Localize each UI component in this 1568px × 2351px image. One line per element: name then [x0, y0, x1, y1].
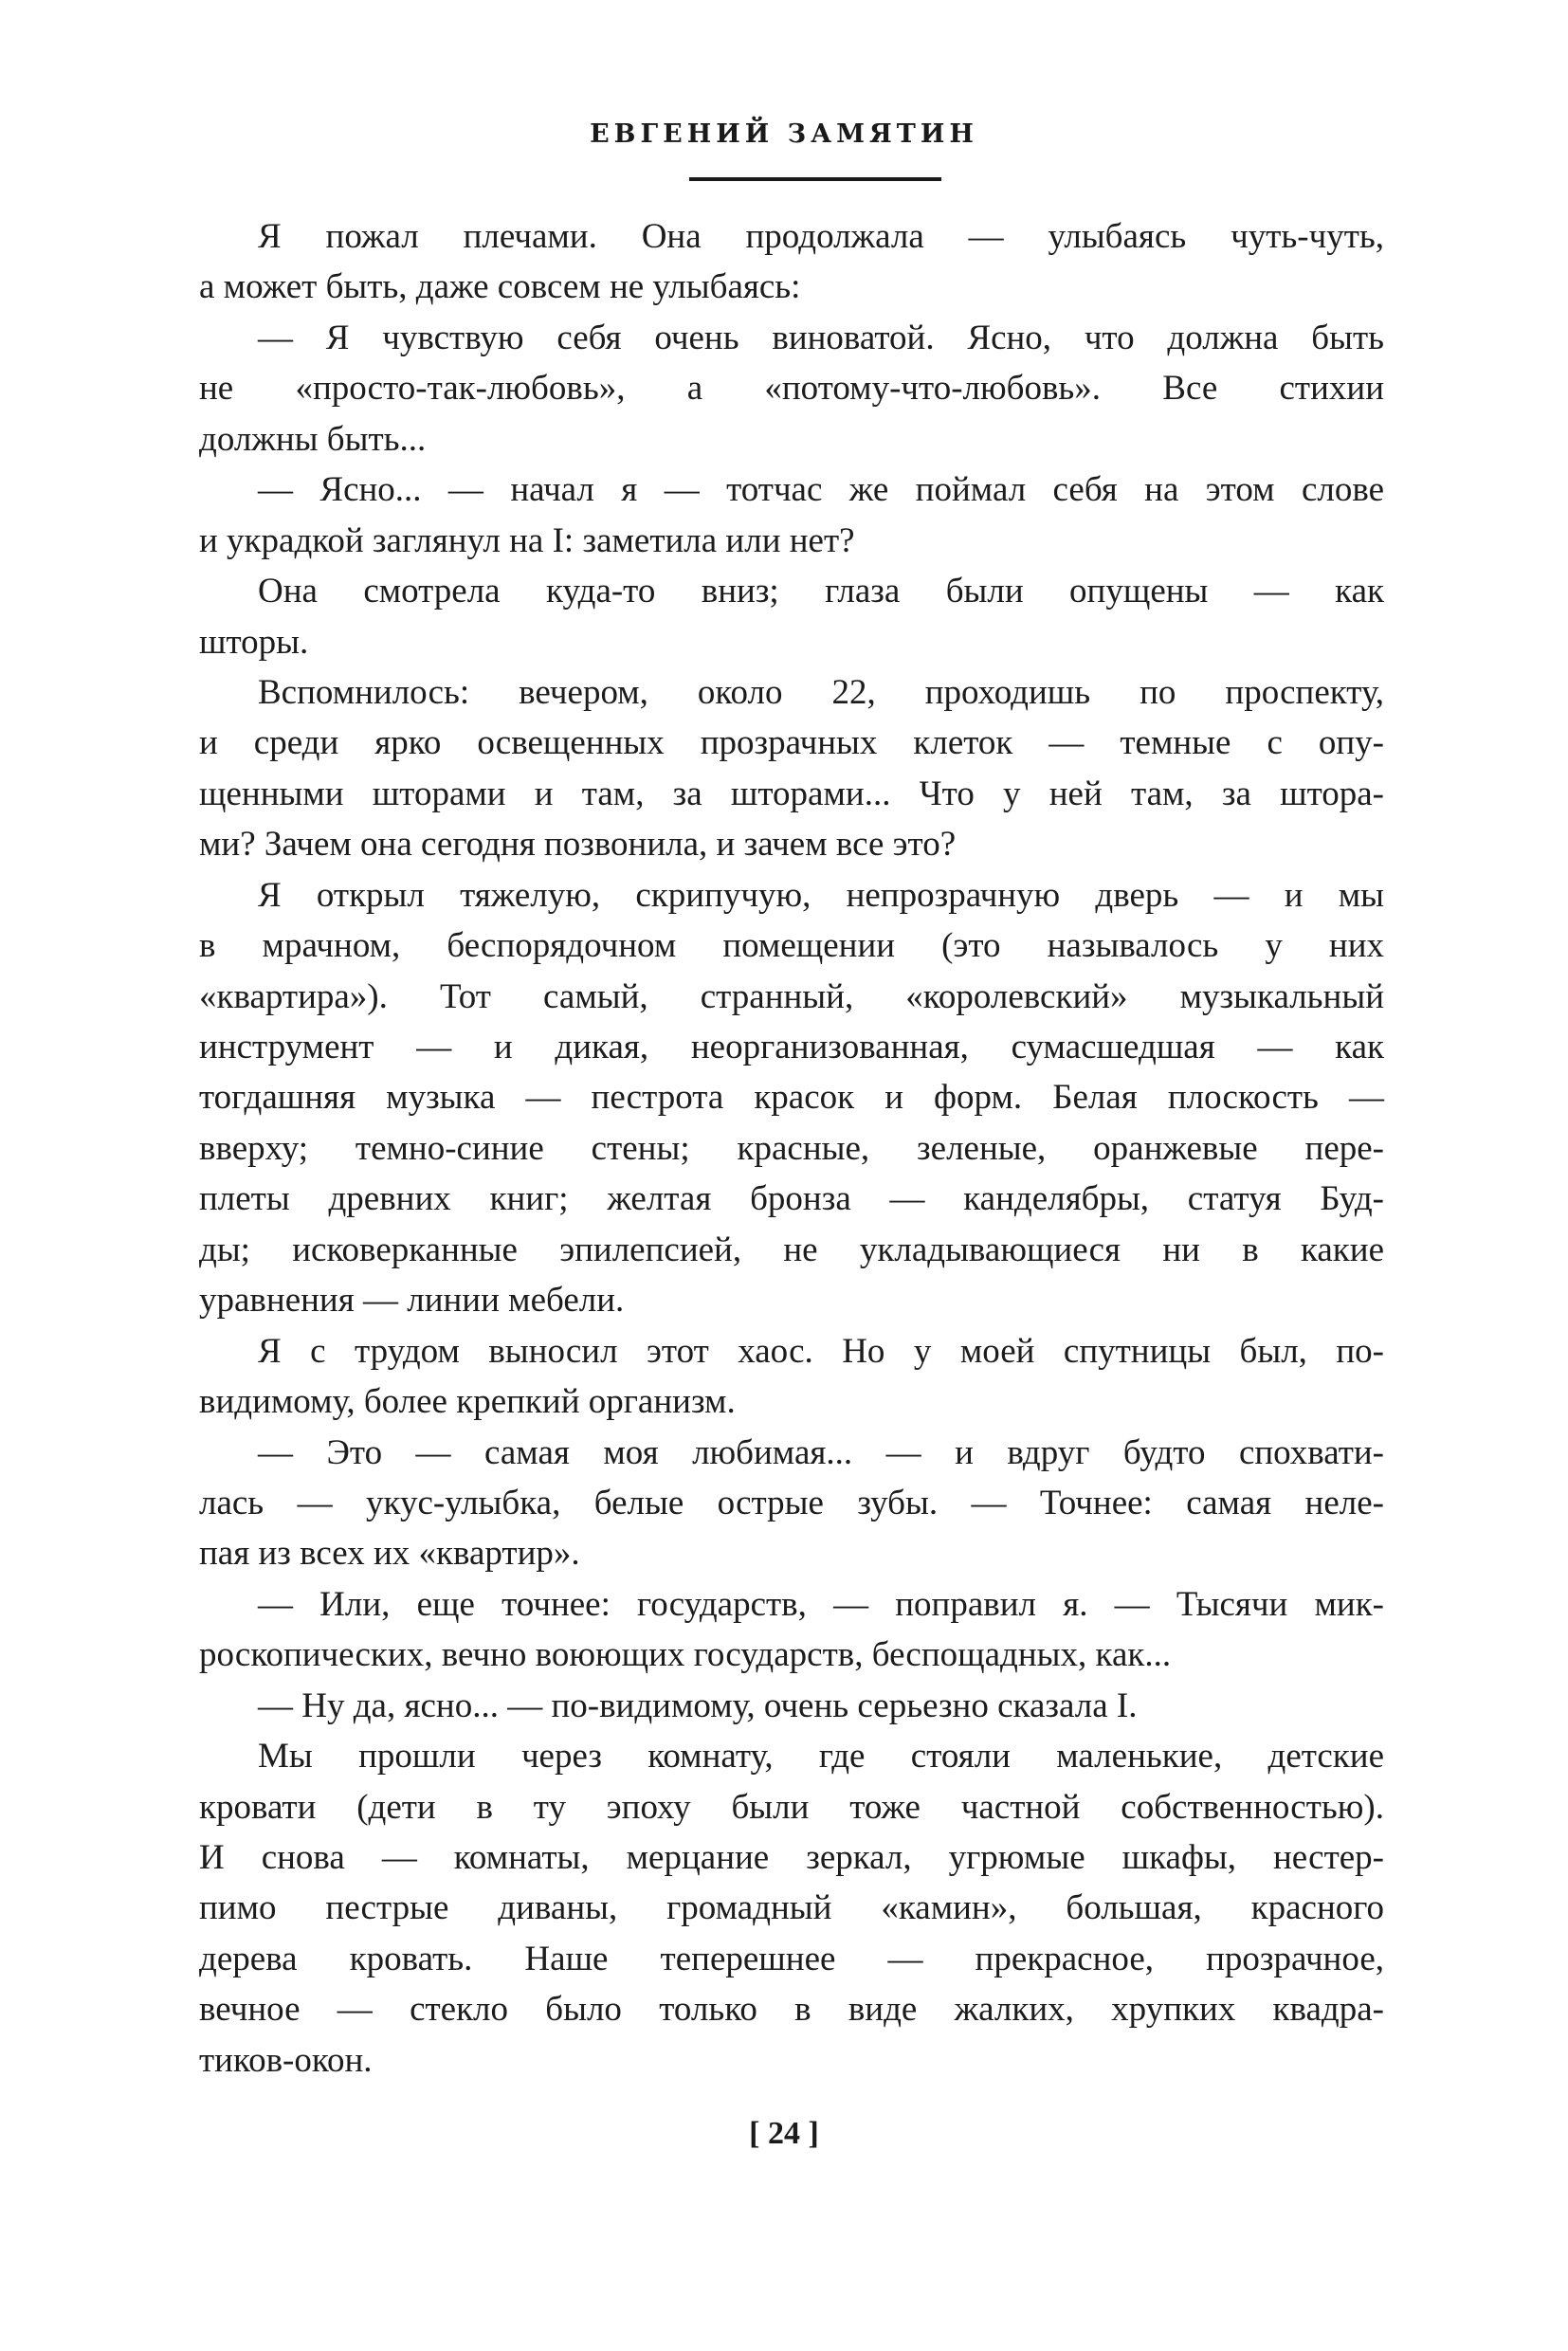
text-line: Я пожал плечами. Она продолжала — улыбаясь чуть-чуть, [258, 217, 1384, 256]
text-line: пимо пестрые диваны, громадный «камин», большая, красного [199, 1888, 1384, 1928]
text-line: уравнения — линии мебели. [199, 1281, 625, 1321]
text-line: должны быть... [199, 419, 427, 459]
text-line: кровати (дети в ту эпоху были тоже частной собственностью). [199, 1787, 1384, 1827]
text-line: — Ну да, ясно... — по-видимому, очень серьезно сказала I. [258, 1686, 1138, 1725]
text-line: инструмент — и дикая, неорганизованная, сумасшедшая — как [199, 1028, 1384, 1066]
text-line: — Или, еще точнее: государств, — поправил я. — Тысячи мик- [258, 1584, 1384, 1624]
text-line: — Я чувствую себя очень виноватой. Ясно, что должна быть [258, 318, 1384, 357]
text-line: и украдкой заглянул на I: заметила или нет? [199, 520, 855, 560]
text-line: И снова — комнаты, мерцание зеркал, угрюмые шкафы, нестер- [199, 1838, 1384, 1877]
text-line: плеты древних книг; желтая бронза — канделябры, статуя Буд- [199, 1179, 1384, 1219]
text-line: видимому, более крепкий организм. [199, 1382, 736, 1422]
header-rule [689, 177, 941, 181]
text-line: Мы прошли через комнату, где стояли маленькие, детские [258, 1737, 1384, 1777]
text-line: дерева кровать. Наше теперешнее — прекрасное, прозрачное, [199, 1939, 1384, 1978]
text-line: тогдашняя музыка — пестрота красок и форм. Белая плоскость — [199, 1078, 1384, 1118]
text-line: в мрачном, беспорядочном помещении (это называлось у них [199, 926, 1384, 966]
text-line: Я с трудом выносил этот хаос. Но у моей спутницы был, по- [258, 1331, 1384, 1371]
text-line: «квартира»). Тот самый, странный, «королевский» музыкальный [199, 976, 1384, 1016]
text-line: вечное — стекло было только в виде жалких, хрупких квадра- [199, 1990, 1384, 2030]
text-line: Я открыл тяжелую, скрипучую, непрозрачную дверь — и мы [258, 875, 1384, 915]
text-line: шторы. [199, 622, 309, 662]
text-line: Она смотрела куда-то вниз; глаза были опущены — как [258, 572, 1384, 611]
text-line: роскопических, вечно воюющих государств, беспощадных, как... [199, 1635, 1172, 1675]
text-line: не «просто-так-любовь», а «потому-что-любовь». Все стихии [199, 369, 1384, 409]
text-line: Вспомнилось: вечером, около 22, проходишь по проспекту, [258, 672, 1384, 712]
text-line: — Это — самая моя любимая... — и вдруг будто спохвати- [258, 1432, 1384, 1472]
page-number: [ 24 ] [749, 2116, 819, 2151]
text-line: пая из всех их «квартир». [199, 1534, 580, 1574]
text-line: щенными шторами и там, за шторами... Что у ней там, за штора- [199, 774, 1384, 813]
body-text [199, 211, 1384, 2086]
text-line: тиков-окон. [199, 2040, 373, 2080]
text-line: — Ясно... — начал я — тотчас же поймал себя на этом слове [258, 470, 1384, 510]
text-line: ми? Зачем она сегодня позвонила, и зачем все это? [199, 825, 957, 865]
text-line: лась — укус-улыбка, белые острые зубы. — Точнее: самая неле- [199, 1483, 1384, 1522]
running-head: ЕВГЕНИЙ ЗАМЯТИН [590, 119, 978, 149]
text-line: ды; исковерканные эпилепсией, не укладывающиеся ни в какие [199, 1230, 1384, 1269]
text-line: вверху; темно-синие стены; красные, зеленые, оранжевые пере- [199, 1128, 1384, 1168]
text-line: и среди ярко освещенных прозрачных клеток — темные с опу- [199, 723, 1384, 763]
text-line: а может быть, даже совсем не улыбаясь: [199, 267, 801, 307]
